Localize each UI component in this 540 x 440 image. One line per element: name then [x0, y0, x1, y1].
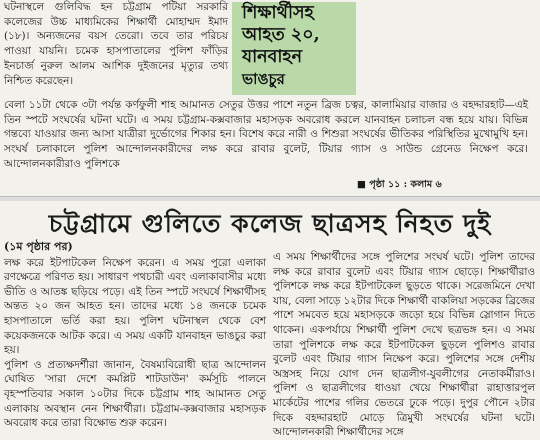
top-story-wide-paragraph: বেলা ১১টা থেকে ৩টা পর্যন্ত কর্ণফুলী শাহ আমানত সেতুর উত্তর পাশে নতুন ব্রিজ চত্বর, কালামিয়ার বাজার ও বহদ্দারহাট—এই তিন স্পটে সংঘর্ষের ঘটনা ঘটে। এ সময় চট্টগ্রাম-কক্সবাজার মহাসড়ক অবরোধ করলে যানবাহন চলাচল বন্ধ হয়ে যায়। বিভিন্ন গন্তব্যে যাওয়ার জন্য আসা যাত্রীরা দুর্ভোগের শিকার হন। বিশেষ করে নারী ও শিশুরা সংঘর্ষের ভীতিকর পরিস্থিতির মুখোমুখি হন। সংঘর্ষ চলাকালে পুলিশ আন্দোলনকারীদের লক্ষ করে রাবার বুলেট, টিয়ার গ্যাস ও সাউন্ড গ্রেনেড নিক্ষেপ করে। আন্দোলনকারীরাও পুলিশকে: [4, 99, 528, 170]
headline-box: [232, 2, 356, 95]
article-left-paragraph-2: পুলিশ ও প্রত্যক্ষদর্শীরা জানান, বৈষম্যবিরোধী ছাত্র আন্দোলন ঘোষিত 'সারা দেশে কমপ্লিট শাটডাউন' কর্মসূচি পালনে বৃহস্পতিবার সকাল ১০টার দিকে চট্টগ্রাম শাহ আমানত সেতু এলাকায় অবস্থান নেন শিক্ষার্থীরা। চট্টগ্রাম-কক্সবাজার মহাসড়ক অবরোধ করে তারা বিক্ষোভ শুরু করেন।: [4, 358, 266, 430]
top-story-column: [4, 0, 228, 88]
article-left-paragraph-1: লক্ষ করে ইটপাটকেল নিক্ষেপ করেন। এ সময় পুরো এলাকা রণক্ষেত্রে পরিণত হয়। সাধারণ পথচারী এবং এলাকাবাসীর মধ্যে ভীতি ও আতঙ্ক ছড়িয়ে পড়ে। এই তিন স্পটে সংঘর্ষে শিক্ষার্থীসহ অন্তত ২০ জন আহত হন। তাদের মধ্যে ১৪ জনকে চমেক হাসপাতালে ভর্তি করা হয়। পুলিশ ঘটনাস্থল থেকে বেশ কয়েকজনকে আটক করে। এ সময় একটি যানবাহন ভাঙচুর করা হয়।: [4, 256, 266, 357]
headline-box-line-3: যানবাহন: [242, 47, 303, 67]
article-right-paragraph: এ সময় শিক্ষার্থীদের সঙ্গে পুলিশের সংঘর্ষ ঘটে। পুলিশ তাদের লক্ষ করে রাবার বুলেট এবং টিয়ার গ্যাস ছোড়ে। শিক্ষার্থীরাও পুলিশকে লক্ষ করে ইটপাটকেল ছুড়তে থাকে। সরেজমিনে দেখা যায়, বেলা সাড়ে ১২টার দিকে শিক্ষার্থী বাকলিয়া সড়কের ব্রিজের পাশে সমবেত হয়ে মহাসড়কে জড়ো হয়ে বিভিন্ন স্লোগান দিতে থাকেন। একপর্যায়ে শিক্ষার্থী পুলিশ দেখে ছত্রভঙ্গ হন। এ সময় তারা পুলিশকে লক্ষ করে ইটপাটকেল ছুড়লে পুলিশও রাবার বুলেট এবং টিয়ার গ্যাস নিক্ষেপ করে। পুলিশের সঙ্গে দেশীয় অস্ত্রসহ নিয়ে যোগ দেন ছাত্রলীগ-যুবলীগের নেতাকর্মীরাও। পুলিশ ও ছাত্রলীগের ধাওয়া খেয়ে শিক্ষার্থীরা রাহাত্তারপুল মার্কেটের পাশের গলির ভেতরে ঢুকে পড়ে। দুপুর পৌনে ২টার দিকে বহদ্দারহাট মোড়ে ত্রিমুখী সংঘর্ষের ঘটনা ঘটে। আন্দোলনকারী শিক্ষার্থীদের সঙ্গে: [273, 251, 535, 439]
article-left-column: [4, 240, 266, 431]
headline-box-line-2: আহত ২০,: [242, 25, 320, 45]
continued-label: (১ম পৃষ্ঠার পর): [4, 240, 73, 253]
headline-box-line-4: ভাঙচুর: [242, 70, 285, 88]
article-headline: চট্টগ্রামে গুলিতে কলেজ ছাত্রসহ নিহত দুই: [48, 209, 492, 238]
section-divider: [0, 196, 540, 201]
jump-reference: ■ পৃষ্ঠা ১১ : কলাম ৬: [357, 179, 442, 190]
top-story-section: [0, 0, 540, 196]
top-story-text: ঘটনাস্থলে গুলিবিদ্ধ হন চট্টগ্রাম পটিয়া সরকারি কলেজের উচ্চ মাধ্যমিকের শিক্ষার্থী মোহাম্মদ ইমাদ (১৮)। অন্যজনের বয়স তেরো। তবে তার পরিচয় পাওয়া যায়নি। চমেক হাসপাতালের পুলিশ ফাঁড়ির ইনচার্জ নুরুল আলম আশিক দুইজনের মৃত্যুর তথ্য নিশ্চিত করেছেন।: [4, 1, 228, 87]
headline-box-line-1: শিক্ষার্থীসহ: [242, 3, 314, 23]
top-story-wide-text: [4, 98, 528, 172]
article-right-column: [273, 250, 535, 440]
